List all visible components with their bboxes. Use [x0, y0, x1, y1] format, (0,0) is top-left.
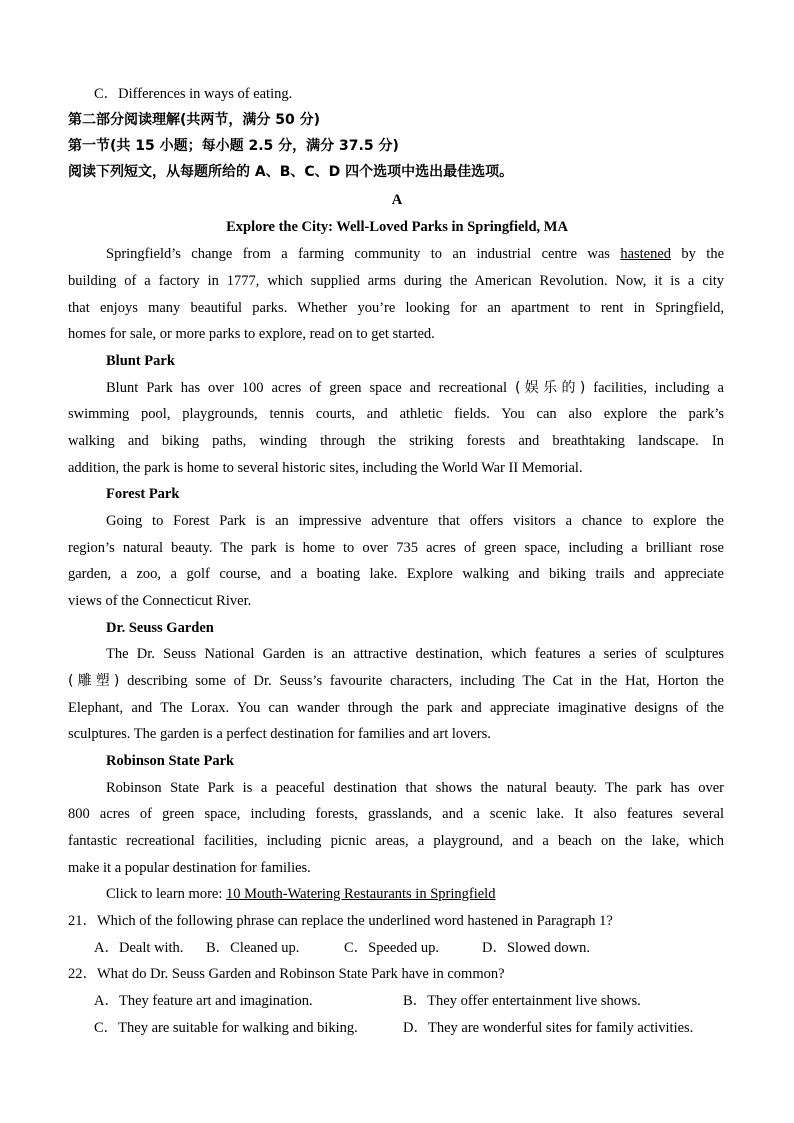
- question-22-stem: 22．What do Dr. Seuss Garden and Robinson State Park have in common?: [68, 966, 505, 982]
- q22-option-a: A．They feature art and imagination.: [94, 993, 313, 1009]
- forest-line-2: region’s natural beauty. The park is home to over 735 acres of green space, including a brilliant rose: [68, 540, 724, 556]
- question-21-stem: 21．Which of the following phrase can replace the underlined word hastened in Paragraph 1?: [68, 913, 613, 929]
- q21-option-d: D．Slowed down.: [482, 940, 590, 956]
- robinson-line-2: 800 acres of green space, including forests, grasslands, and a scenic lake. It also features several: [68, 806, 724, 822]
- blunt-text-a: Blunt Park has over 100 acres of green space and recreational: [106, 380, 515, 396]
- underlined-word-hastened: hastened: [620, 246, 672, 262]
- intro-line-3: that enjoys many beautiful parks. Whether you’re looking for an apartment to rent in Springfield,: [68, 300, 724, 316]
- robinson-line-1: Robinson State Park is a peaceful destination that shows the natural beauty. The park has over: [106, 780, 724, 796]
- seuss-line-1: The Dr. Seuss National Garden is an attractive destination, which features a series of sculptures: [106, 646, 724, 662]
- instruction: 阅读下列短文，从每题所给的 A、B、C、D 四个选项中选出最佳选项。: [68, 164, 514, 180]
- passage-letter: A: [391, 192, 403, 208]
- q21-option-c: C．Speeded up.: [344, 940, 440, 956]
- seuss-text-b: describing some of Dr. Seuss’s favourite characters, including The Cat in the Hat, Horton the: [119, 673, 724, 689]
- intro-line-1: [106, 245, 724, 263]
- blunt-line-1: [106, 379, 724, 397]
- heading-blunt-park: Blunt Park: [106, 353, 175, 369]
- section1-heading: 第一节(共 15 小题；每小题 2.5 分，满分 37.5 分): [68, 138, 399, 154]
- seuss-line-4: sculptures. The garden is a perfect destination for families and art lovers.: [68, 726, 491, 742]
- forest-line-3: garden, a zoo, a golf course, and a boating lake. Explore walking and biking trails and appreciate: [68, 566, 724, 582]
- q22-option-b: B．They offer entertainment live shows.: [403, 993, 641, 1009]
- intro-text-a: Springfield’s change from a farming community to an industrial centre was: [106, 246, 621, 262]
- forest-line-4: views of the Connecticut River.: [68, 593, 252, 609]
- q22-option-d: D．They are wonderful sites for family activities.: [403, 1020, 694, 1036]
- passage-title: Explore the City: Well-Loved Parks in Springfield, MA: [226, 219, 568, 235]
- heading-robinson-park: Robinson State Park: [106, 753, 235, 769]
- blunt-line-2: swimming pool, playgrounds, tennis courts, and athletic fields. You can also explore the park’s: [68, 406, 724, 422]
- learn-more-line: [106, 885, 495, 903]
- intro-line-2: building of a factory in 1777, which supplied arms during the American Revolution. Now, it is a city: [68, 273, 724, 289]
- blunt-gloss: (娱乐的): [514, 380, 586, 396]
- seuss-line-2: [68, 672, 724, 690]
- restaurants-link[interactable]: 10 Mouth-Watering Restaurants in Springfield: [226, 886, 496, 902]
- forest-line-1: Going to Forest Park is an impressive adventure that offers visitors a chance to explore the: [106, 513, 724, 529]
- learn-more-label: Click to learn more:: [106, 886, 226, 902]
- q21-option-b: B．Cleaned up.: [206, 940, 300, 956]
- heading-seuss-garden: Dr. Seuss Garden: [106, 620, 214, 636]
- q21-option-a: A．Dealt with.: [94, 940, 184, 956]
- blunt-line-3: walking and biking paths, winding through the striking forests and breathtaking landscape. In: [68, 433, 724, 449]
- heading-forest-park: Forest Park: [106, 486, 180, 502]
- previous-option-c: C．Differences in ways of eating.: [94, 86, 293, 102]
- seuss-line-3: Elephant, and The Lorax. You can wander through the park and appreciate imaginative designs of the: [68, 700, 724, 716]
- robinson-line-3: fantastic recreational facilities, including picnic areas, a playground, and a beach on the lake, which: [68, 833, 724, 849]
- blunt-text-b: facilities, including a: [585, 380, 724, 396]
- intro-line-4: homes for sale, or more parks to explore, read on to get started.: [68, 326, 435, 342]
- seuss-gloss: (雕塑): [68, 673, 120, 689]
- blunt-line-4: addition, the park is home to several historic sites, including the World War II Memorial.: [68, 460, 583, 476]
- q22-option-c: C．They are suitable for walking and biking.: [94, 1020, 358, 1036]
- part2-heading: 第二部分阅读理解(共两节，满分 50 分): [68, 112, 321, 128]
- intro-text-b: by the: [671, 246, 724, 262]
- robinson-line-4: make it a popular destination for families.: [68, 860, 311, 876]
